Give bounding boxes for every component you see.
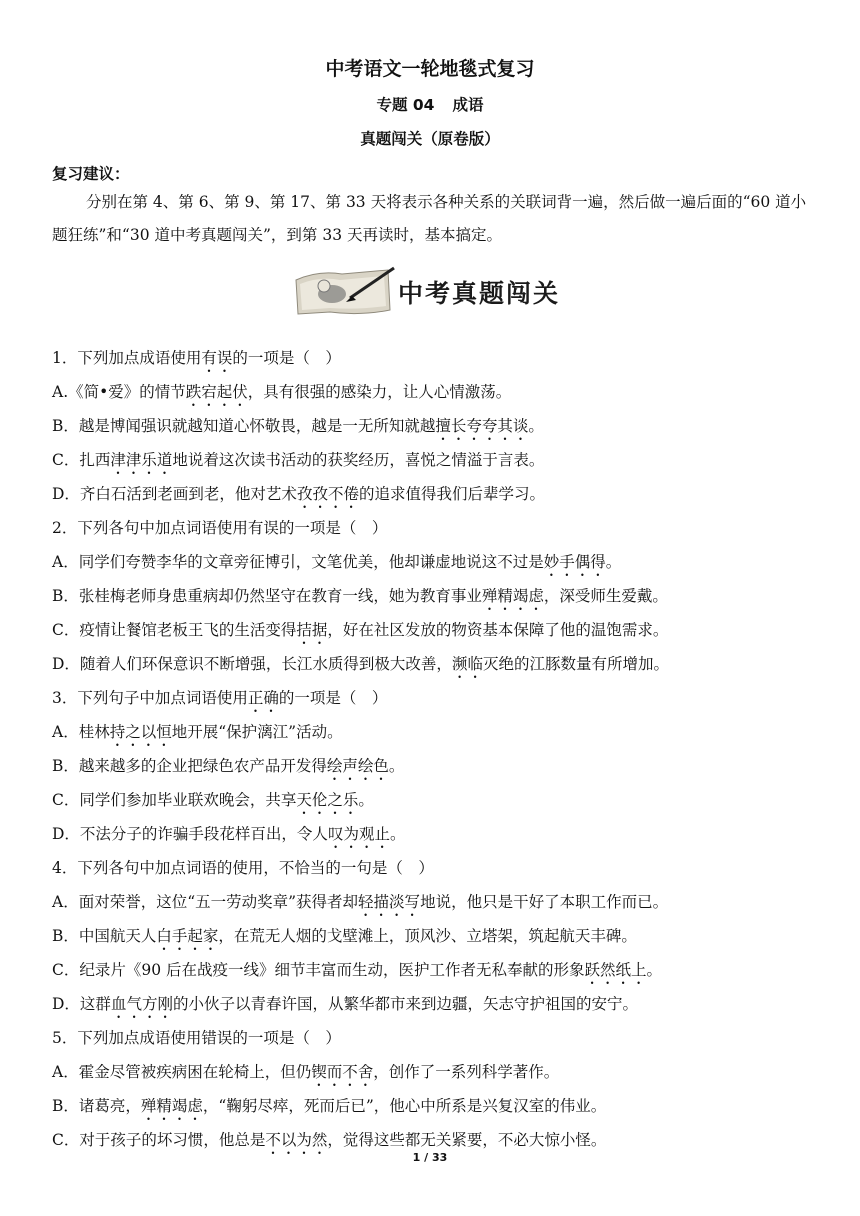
scroll-brush-icon xyxy=(290,262,400,320)
text-segment: 的一项是（ ） xyxy=(278,689,388,707)
text-segment: ，创作了一系列科学著作。 xyxy=(373,1063,560,1081)
document-title: 中考语文一轮地毯式复习 xyxy=(325,58,535,80)
text-segment: ，具有很强的感染力，让人心情激荡。 xyxy=(247,383,512,401)
page-number: 1 / 33 xyxy=(412,1151,448,1164)
emphasized-term: 跌宕起伏 xyxy=(185,383,248,401)
answer-option xyxy=(52,409,822,443)
answer-option xyxy=(52,613,822,647)
question-stem xyxy=(52,1021,822,1055)
emphasized-term: 擅长夸夸其谈 xyxy=(435,417,529,435)
emphasized-term: 轻描淡写 xyxy=(358,893,421,911)
question-stem xyxy=(52,851,822,885)
text-segment: B．中国航天人 xyxy=(52,927,157,945)
answer-option xyxy=(52,579,822,613)
answer-option xyxy=(52,1055,822,1089)
text-segment: A．霍金尽管被疾病困在轮椅上，但仍 xyxy=(52,1063,312,1081)
text-segment: ，好在社区发放的物资基本保障了他的温饱需求。 xyxy=(327,621,669,639)
answer-option xyxy=(52,715,822,749)
text-segment: 。 xyxy=(388,757,405,775)
emphasized-term: 孜孜不倦 xyxy=(296,485,359,503)
answer-option xyxy=(52,477,822,511)
emphasized-term: 正确 xyxy=(247,689,279,707)
emphasized-term: 绘声绘色 xyxy=(326,757,389,775)
text-segment: 5．下列加点成语使用错误的一项是（ ） xyxy=(52,1029,341,1047)
text-segment: 。 xyxy=(528,417,544,435)
text-segment: C．纪录片《90 后在战疫一线》细节丰富而生动，医护工作者无私奉献的形象 xyxy=(52,961,585,979)
text-segment: ，觉得这些都无关紧要，不必大惊小怪。 xyxy=(327,1131,607,1149)
emphasized-term: 白手起家 xyxy=(156,927,219,945)
answer-option xyxy=(52,375,822,409)
text-segment: C．同学们参加毕业联欢晚会，共享 xyxy=(52,791,297,809)
text-segment: A．同学们夸赞李华的文章旁征博引，文笔优美，他却谦虚地说这不过是 xyxy=(52,553,544,571)
text-segment: D．这群 xyxy=(52,995,111,1013)
emphasized-term: 叹为观止 xyxy=(327,825,390,843)
text-segment: 地开展“保护漓江”活动。 xyxy=(171,723,343,741)
text-segment: 地说着这次读书活动的获奖经历，喜悦之情溢于言表。 xyxy=(172,451,545,469)
text-segment: 1．下列加点成语使用 xyxy=(52,349,202,367)
answer-option xyxy=(52,443,822,477)
text-segment: D．不法分子的诈骗手段花样百出，令人 xyxy=(52,825,328,843)
advice-heading: 复习建议： xyxy=(52,165,130,183)
text-segment: 4．下列各句中加点词语的使用，不恰当的一句是（ ） xyxy=(52,859,434,877)
answer-option xyxy=(52,1089,822,1123)
text-segment: 地说，他只是干好了本职工作而已。 xyxy=(420,893,669,911)
text-segment: 的一项是（ ） xyxy=(232,349,341,367)
text-segment: D．随着人们环保意识不断增强，长江水质得到极大改善， xyxy=(52,655,452,673)
emphasized-term: 殚精竭虑 xyxy=(140,1097,203,1115)
text-segment: B．诸葛亮， xyxy=(52,1097,141,1115)
document-subtitle: 真题闯关（原卷版） xyxy=(360,130,500,148)
topic-line xyxy=(0,93,860,115)
answer-option xyxy=(52,987,822,1021)
emphasized-term: 津津乐道 xyxy=(110,451,173,469)
text-segment: C．疫情让餐馆老板王飞的生活变得 xyxy=(52,621,297,639)
text-segment: A．桂林 xyxy=(52,723,110,741)
emphasized-term: 濒临 xyxy=(451,655,483,673)
text-segment: 3．下列句子中加点词语使用 xyxy=(52,689,248,707)
answer-option xyxy=(52,749,822,783)
text-segment: ，“鞠躬尽瘁，死而后已”，他心中所系是兴复汉室的伟业。 xyxy=(202,1097,607,1115)
answer-option xyxy=(52,885,822,919)
answer-option xyxy=(52,817,822,851)
question-stem xyxy=(52,681,822,715)
text-segment: 。 xyxy=(358,791,374,809)
text-segment: 的追求值得我们后辈学习。 xyxy=(358,485,545,503)
emphasized-term: 不以为然 xyxy=(265,1131,328,1149)
banner-title: 中考真题闯关 xyxy=(398,279,561,308)
emphasized-term: 持之以恒 xyxy=(109,723,172,741)
question-stem xyxy=(52,341,822,375)
answer-option xyxy=(52,919,822,953)
text-segment: 的小伙子以青春许国，从繁华都市来到边疆，矢志守护祖国的安宁。 xyxy=(172,995,638,1013)
topic-number: 专题 04 xyxy=(376,96,435,114)
text-segment: B．张桂梅老师身患重病却仍然坚守在教育一线，她为教育事业 xyxy=(52,587,482,605)
answer-option xyxy=(52,783,822,817)
answer-option xyxy=(52,953,822,987)
text-segment: 2．下列各句中加点词语使用有误的一项是（ ） xyxy=(52,519,388,537)
text-segment: ，深受师生爱戴。 xyxy=(543,587,668,605)
text-segment: C．扎西 xyxy=(52,451,111,469)
answer-option xyxy=(52,545,822,579)
question-list xyxy=(52,341,822,1157)
text-segment: 。 xyxy=(646,961,663,979)
section-banner xyxy=(290,262,572,320)
emphasized-term: 跃然纸上 xyxy=(584,961,647,979)
text-segment: B．越是博闻强识就越知道心怀敬畏，越是一无所知就越 xyxy=(52,417,436,435)
text-segment: 。 xyxy=(389,825,406,843)
text-segment: 。 xyxy=(605,553,622,571)
text-segment: B．越来越多的企业把绿色农产品开发得 xyxy=(52,757,327,775)
text-segment: C．对于孩子的坏习惯，他总是 xyxy=(52,1131,266,1149)
emphasized-term: 天伦之乐 xyxy=(296,791,359,809)
emphasized-term: 妙手偶得 xyxy=(543,553,606,571)
text-segment: D．齐白石活到老画到老，他对艺术 xyxy=(52,485,297,503)
emphasized-term: 血气方刚 xyxy=(110,995,173,1013)
emphasized-term: 有误 xyxy=(201,349,233,367)
text-segment: ，在荒无人烟的戈壁滩上，顶风沙、立塔架，筑起航天丰碑。 xyxy=(218,927,637,945)
emphasized-term: 拮据 xyxy=(296,621,328,639)
text-segment: A．面对荣誉，这位“五一劳动奖章”获得者却 xyxy=(52,893,359,911)
question-stem xyxy=(52,511,822,545)
answer-option xyxy=(52,647,822,681)
emphasized-term: 殚精竭虑 xyxy=(481,587,544,605)
emphasized-term: 锲而不舍 xyxy=(311,1063,374,1081)
topic-name: 成语 xyxy=(452,96,484,114)
text-segment: A.《简•爱》的情节 xyxy=(52,383,186,401)
advice-paragraph: 分别在第 4、第 6、第 9、第 17、第 33 天将表示各种关系的关联词背一遍，然后做一遍后面的“60 道小题狂练”和“30 道中考真题闯关”，到第 33 天再读时，基本搞定。 xyxy=(52,193,807,244)
text-segment: 灭绝的江豚数量有所增加。 xyxy=(482,655,669,673)
